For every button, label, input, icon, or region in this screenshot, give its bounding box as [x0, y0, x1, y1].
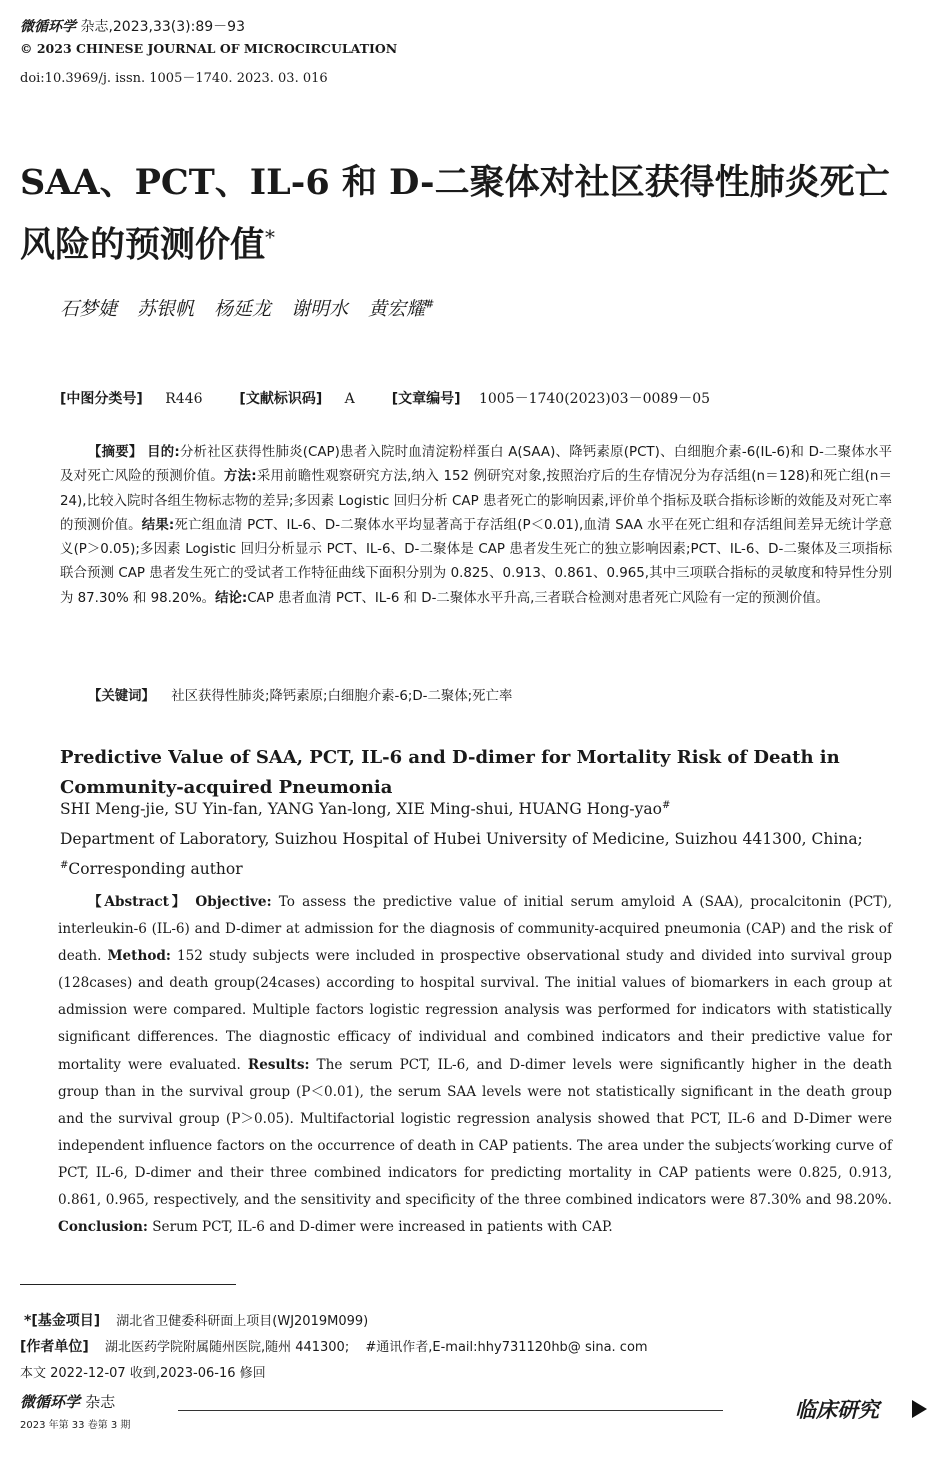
en-objective-label: Objective:: [195, 894, 272, 910]
en-department: Department of Laboratory, Suizhou Hospital of Hubei University of Medicine, Suizhou 441300, China;: [60, 830, 863, 848]
copyright-line: © 2023 CHINESE JOURNAL OF MICROCIRCULATION: [20, 41, 398, 56]
footer-logo-suffix: 杂志: [85, 1393, 116, 1411]
zh-conclusion: CAP 患者血清 PCT、IL-6 和 D-二聚体水平升高,三者联合检测对患者死亡风险有一定的预测价值。: [247, 590, 830, 606]
footnote-unit: [20, 1336, 648, 1356]
zh-keywords-label: 【关键词】: [88, 689, 155, 704]
footer-divider: [178, 1410, 723, 1411]
footer-logo-text: 微循环学: [20, 1393, 81, 1411]
author-list: [60, 294, 434, 321]
classification-line: [60, 388, 710, 408]
en-authors: [60, 800, 670, 818]
section-label: 临床研究: [795, 1398, 879, 1422]
zh-abstract: [60, 441, 892, 611]
title-footnote-mark: *: [265, 225, 276, 249]
footer-journal-logo: [20, 1391, 115, 1412]
fund-label: *[基金项目]: [24, 1313, 101, 1329]
en-method: 152 study subjects were included in prospective observational study and divided into survival group (128cases) and death group(24cases) according to hospital survival. The initial values of biomarkers in each group at admission were compared. Multiple factors logistic regression analysis was performed for indicators with statistically significant differences. The diagnostic efficacy of individual and combined indicators and their predictive value for mortality were evaluated.: [58, 948, 893, 1073]
footnote-received: 本文 2022-12-07 收到,2023-06-16 修回: [20, 1366, 266, 1381]
zh-objective-label: 目的:: [147, 445, 180, 460]
zh-keywords: [60, 685, 892, 709]
journal-cite: 杂志,2023,33(3):89－93: [80, 19, 245, 35]
zh-abstract-label: 【摘要】: [88, 445, 143, 460]
doi-line: doi:10.3969/j. issn. 1005－1740. 2023. 03. 016: [20, 71, 328, 86]
unit-label: [作者单位]: [20, 1339, 89, 1355]
en-abstract: [58, 889, 892, 1241]
footnote-divider: [20, 1284, 236, 1285]
title-line-1: SAA、PCT、IL-6 和 D-二聚体对社区获得性肺炎死亡: [20, 162, 890, 203]
article-number-value: 1005－1740(2023)03－0089－05: [478, 391, 711, 407]
fund-value: 湖北省卫健委科研面上项目(WJ2019M099): [116, 1314, 369, 1329]
zh-objective: 分析社区获得性肺炎(CAP)患者入院时血清淀粉样蛋白 A(SAA)、降钙素原(PCT)、白细胞介素-6(IL-6)和 D-二聚体水平及对死亡风险的预测价值。: [60, 445, 892, 485]
en-conclusion: Serum PCT, IL-6 and D-dimer were increased in patients with CAP.: [152, 1219, 613, 1236]
en-abstract-label: 【Abstract】: [88, 894, 189, 910]
clc-value: R446: [165, 391, 203, 407]
en-objective: To assess the predictive value of initial serum amyloid A (SAA), procalcitonin (PCT), interleukin-6 (IL-6) and D-dimer at admission for the diagnosis of community-acquired pneumonia (CAP) and the risk of death.: [58, 894, 893, 965]
en-author-names: SHI Meng-jie, SU Yin-fan, YANG Yan-long, XIE Ming-shui, HUANG Hong-yao: [60, 800, 662, 819]
journal-citation: [20, 16, 245, 36]
en-corr-text: Corresponding author: [68, 860, 243, 879]
en-corresponding: [60, 860, 243, 878]
footer-issue: 2023 年第 33 卷第 3 期: [20, 1420, 131, 1431]
doc-code-label: [文献标识码]: [239, 391, 323, 407]
zh-method: 采用前瞻性观察研究方法,纳入 152 例研究对象,按照治疗后的生存情况分为存活组(n＝128)和死亡组(n＝24),比较入院时各组生物标志物的差异;多因素 Logistic 回归分析 CAP 患者死亡的影响因素,评价单个指标及联合指标诊断的效能及对死亡率的预测价值。: [60, 469, 893, 533]
zh-keywords-value: 社区获得性肺炎;降钙素原;白细胞介素-6;D-二聚体;死亡率: [171, 689, 513, 704]
corr-note: #通讯作者,E-mail:hhy731120hb@ sina. com: [365, 1340, 648, 1355]
title-line-2: 风险的预测价值: [20, 224, 266, 266]
author-corr-mark: #: [425, 297, 435, 311]
unit-value: 湖北医药学院附属随州医院,随州 441300;: [104, 1340, 350, 1355]
en-method-label: Method:: [107, 948, 171, 965]
journal-logo: 微循环学: [20, 19, 76, 35]
en-title: Predictive Value of SAA, PCT, IL-6 and D-dimer for Mortality Risk of Death in Community-acquired Pneumonia: [60, 747, 840, 798]
zh-conclusion-label: 结论:: [215, 590, 248, 606]
en-corr-mark: #: [60, 860, 69, 871]
en-author-mark: #: [661, 800, 671, 811]
clc-label: [中图分类号]: [60, 391, 143, 407]
author-names: 石梦婕 苏银帆 杨延龙 谢明水 黄宏耀: [60, 298, 426, 320]
footnote-fund: [24, 1310, 368, 1330]
zh-results: 死亡组血清 PCT、IL-6、D-二聚体水平均显著高于存活组(P＜0.01),血清 SAA 水平在死亡组和存活组间差异无统计学意义(P＞0.05);多因素 Logistic 回归分析显示 PCT、IL-6、D-二聚体是 CAP 患者发生死亡的独立影响因素;PCT、IL-6、D-二聚体及三项指标联合预测 CAP 患者发生死亡的受试者工作特征曲线下面积分别为 0.825、0.913、0.861、0.965,其中三项联合指标的灵敏度和特异性分别为 87.30% 和 98.20%。: [60, 517, 893, 606]
zh-method-label: 方法:: [223, 469, 257, 485]
zh-results-label: 结果:: [141, 517, 175, 533]
play-arrow-icon: [912, 1400, 927, 1418]
article-title: [20, 156, 935, 273]
en-results-label: Results:: [247, 1056, 310, 1073]
en-conclusion-label: Conclusion:: [58, 1219, 148, 1236]
article-number-label: [文章编号]: [391, 391, 461, 407]
doc-code-value: A: [344, 391, 355, 407]
en-results: The serum PCT, IL-6, and D-dimer levels were significantly higher in the death group than in the survival group (P＜0.01), the serum SAA levels were not statistically significant in the death group and the survival group (P＞0.05). Multifactorial logistic regression analysis showed that PCT, IL-6 and D-Dimer were independent influence factors on the occurrence of death in CAP patients. The area under the subjects′working curve of PCT, IL-6, D-dimer and their three combined indicators for predicting mortality in CAP patients were 0.825, 0.913, 0.861, 0.965, respectively, and the sensitivity and specificity of the three combined indicators were 87.30% and 98.20%.: [58, 1056, 893, 1209]
